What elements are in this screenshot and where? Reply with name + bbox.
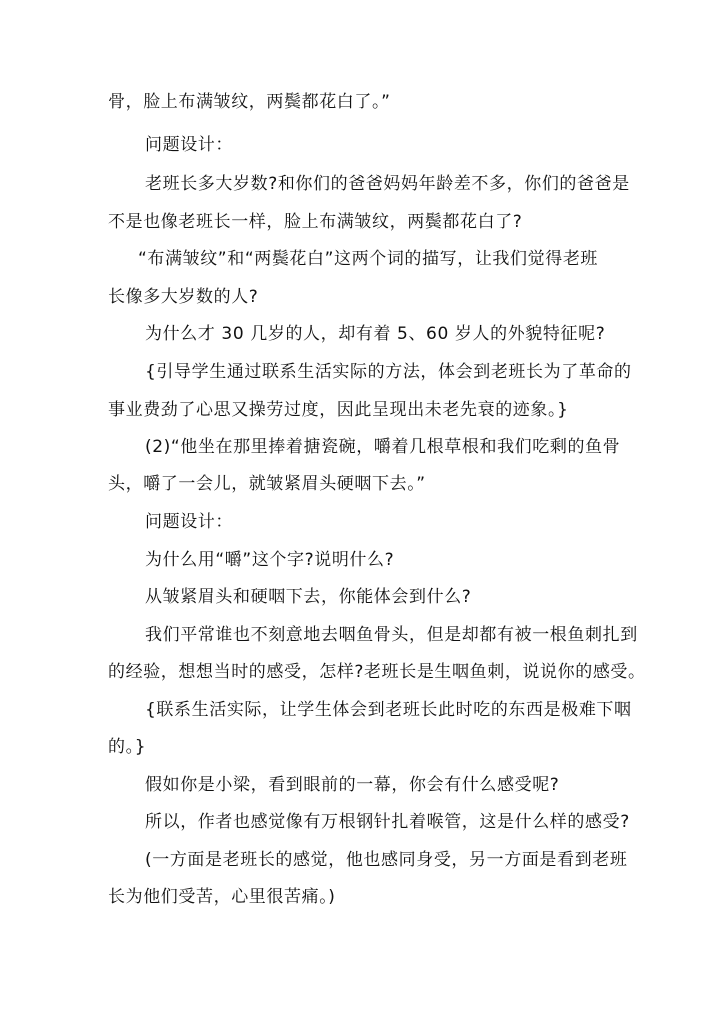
section-heading: 问题设计：	[145, 512, 233, 532]
text-line: 骨，脸上布满皱纹，两鬓都花白了。”	[108, 92, 391, 112]
text-line: 长为他们受苦，心里很苦痛。)	[108, 887, 336, 907]
text-line: 事业费劲了心思又操劳过度，因此呈现出未老先衰的迹象。}	[108, 400, 569, 420]
text-line: (一方面是老班长的感觉，他也感同身受，另一方面是看到老班	[145, 850, 628, 870]
text-line: 假如你是小梁，看到眼前的一幕，你会有什么感受呢?	[145, 775, 560, 795]
text-line: 为什么才 30 几岁的人，却有着 5、60 岁人的外貌特征呢?	[145, 324, 606, 344]
text-line: (2)“他坐在那里捧着搪瓷碗，嚼着几根草根和我们吃剩的鱼骨	[145, 437, 621, 457]
section-heading: 问题设计：	[145, 135, 233, 155]
text-line: {联系生活实际，让学生体会到老班长此时吃的东西是极难下咽	[145, 700, 632, 720]
text-line: 不是也像老班长一样，脸上布满皱纹，两鬓都花白了?	[108, 212, 523, 232]
text-line: 从皱紧眉头和硬咽下去，你能体会到什么?	[145, 587, 472, 607]
text-line: 的经验，想想当时的感受，怎样?老班长是生咽鱼刺，说说你的感受。	[108, 662, 646, 682]
text-line: 的。}	[108, 737, 147, 757]
text-line: 为什么用“嚼”这个字?说明什么?	[145, 550, 395, 570]
text-line: 老班长多大岁数?和你们的爸爸妈妈年龄差不多，你们的爸爸是	[145, 174, 630, 194]
text-line: 所以，作者也感觉像有万根钢针扎着喉管，这是什么样的感受?	[145, 812, 630, 832]
text-line: 长像多大岁数的人?	[108, 287, 259, 307]
text-line: “布满皱纹”和“两鬓花白”这两个词的描写，让我们觉得老班	[138, 249, 599, 269]
text-line: 头，嚼了一会儿，就皱紧眉头硬咽下去。”	[108, 474, 426, 494]
text-line: {引导学生通过联系生活实际的方法，体会到老班长为了革命的	[145, 362, 632, 382]
text-line: 我们平常谁也不刻意地去咽鱼骨头，但是却都有被一根鱼刺扎到	[145, 625, 638, 645]
